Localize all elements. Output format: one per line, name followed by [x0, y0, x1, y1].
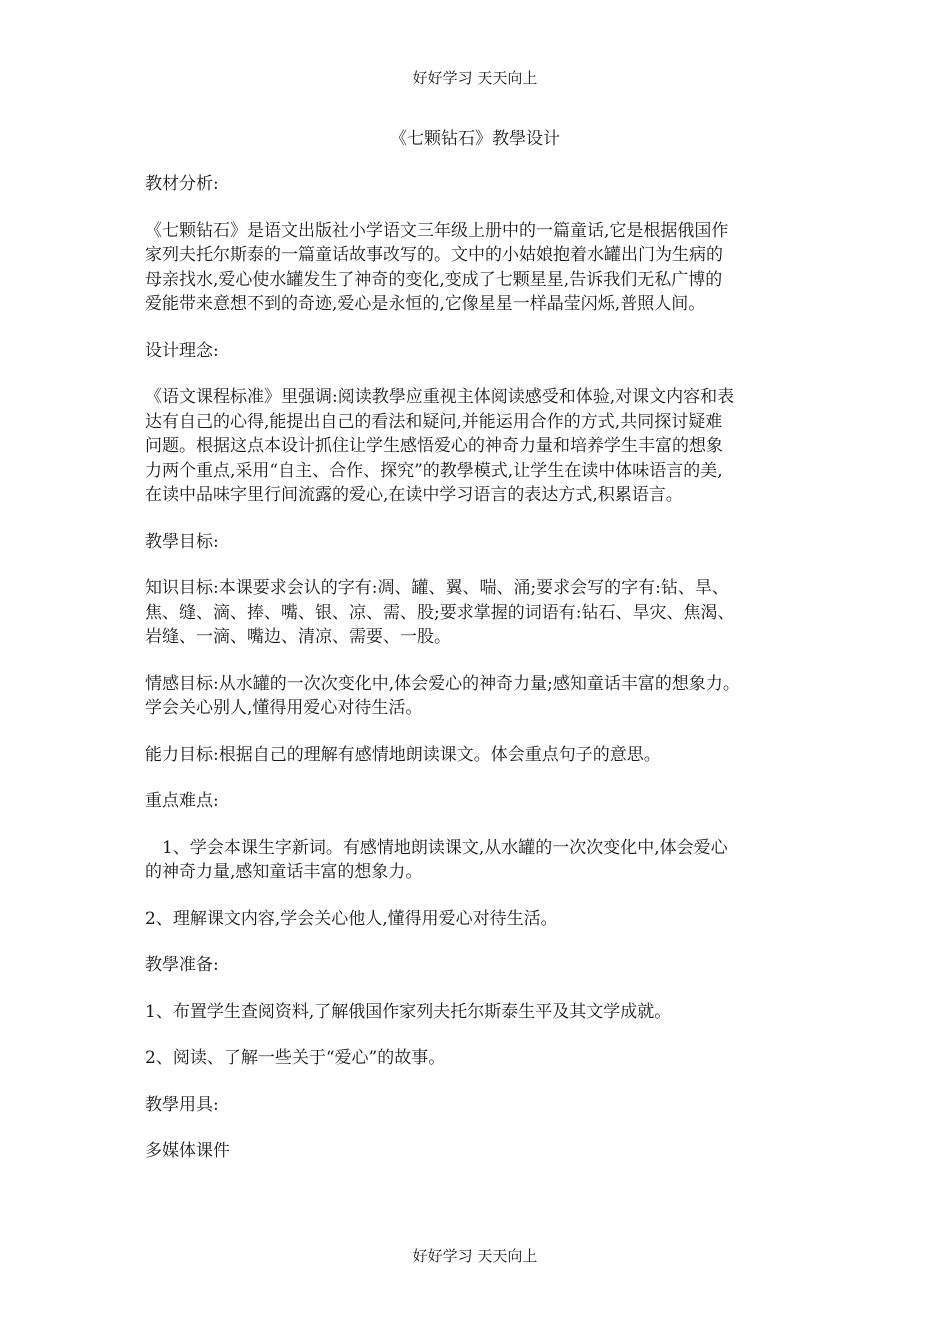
- document-body: [145, 172, 815, 1186]
- concept-paragraph: 《语文课程标准》里强调:阅读教學应重视主体阅读感受和体验,对课文内容和表 达有自己的心得,能提出自己的看法和疑问,并能运用合作的方式,共同探讨疑难 问题。根据这点本设计抓住让学生感悟爱心的神奇力量和培养学生丰富的想象 力两个重点,采用“自主、合作、探究”的教學模式,让学生在读中体味语言的美, 在读中品味字里行间流露的爱心,在读中学习语言的表达方式,积累语言。: [145, 387, 735, 505]
- goal-knowledge-paragraph: 知识目标:本课要求会认的字有:凋、罐、翼、喘、涌;要求会写的字有:钻、旱、 焦、缝、滴、捧、嘴、银、凉、需、股;要求掌握的词语有:钻石、旱灾、焦渴、 岩缝、一滴、嘴边、清凉、需要、一股。: [145, 578, 735, 647]
- analysis-heading: 教材分析:: [145, 174, 219, 194]
- key-points-heading: 重点难点:: [145, 791, 219, 811]
- concept-heading: 设计理念:: [145, 340, 219, 361]
- goal-emotion-paragraph: 情感目标:从水罐的一次次变化中,体会爱心的神奇力量;感知童话丰富的想象力。 学会关心别人,懂得用爱心对待生活。: [145, 673, 740, 718]
- preparation-item-2: 2、阅读、了解一些关于“爱心”的故事。: [145, 1048, 446, 1068]
- tools-heading: 教學用具:: [145, 1094, 219, 1115]
- page-header: 好好学习 天天向上: [412, 69, 538, 87]
- preparation-heading: 教學准备:: [145, 955, 219, 975]
- key-point-1: 1、学会本课生字新词。有感情地朗读课文,从水罐的一次次变化中,体会爱心 的神奇力量,感知童话丰富的想象力。: [145, 837, 728, 882]
- document-title: 《七颗钻石》教學设计: [390, 129, 560, 149]
- page-footer: 好好学习 天天向上: [412, 1247, 538, 1265]
- analysis-paragraph: 《七颗钻石》是语文出版社小学语文三年级上册中的一篇童话,它是根据俄国作 家列夫托尔斯泰的一篇童话故事改写的。文中的小姑娘抱着水罐出门为生病的 母亲找水,爱心使水罐发生了神奇的变化,变成了七颗星星,告诉我们无私广博的 爱能带来意想不到的奇迹,爱心是永恒的,它像星星一样晶莹闪烁,普照人间。: [145, 220, 729, 314]
- goal-ability-paragraph: 能力目标:根据自己的理解有感情地朗读课文。体会重点句子的意思。: [145, 744, 661, 765]
- key-point-2: 2、理解课文内容,学会关心他人,懂得用爱心对待生活。: [145, 908, 558, 929]
- goals-heading: 教學目标:: [145, 531, 219, 552]
- tools-text: 多媒体课件: [145, 1141, 230, 1161]
- preparation-item-1: 1、布置学生查阅资料,了解俄国作家列夫托尔斯泰生平及其文学成就。: [145, 1001, 672, 1022]
